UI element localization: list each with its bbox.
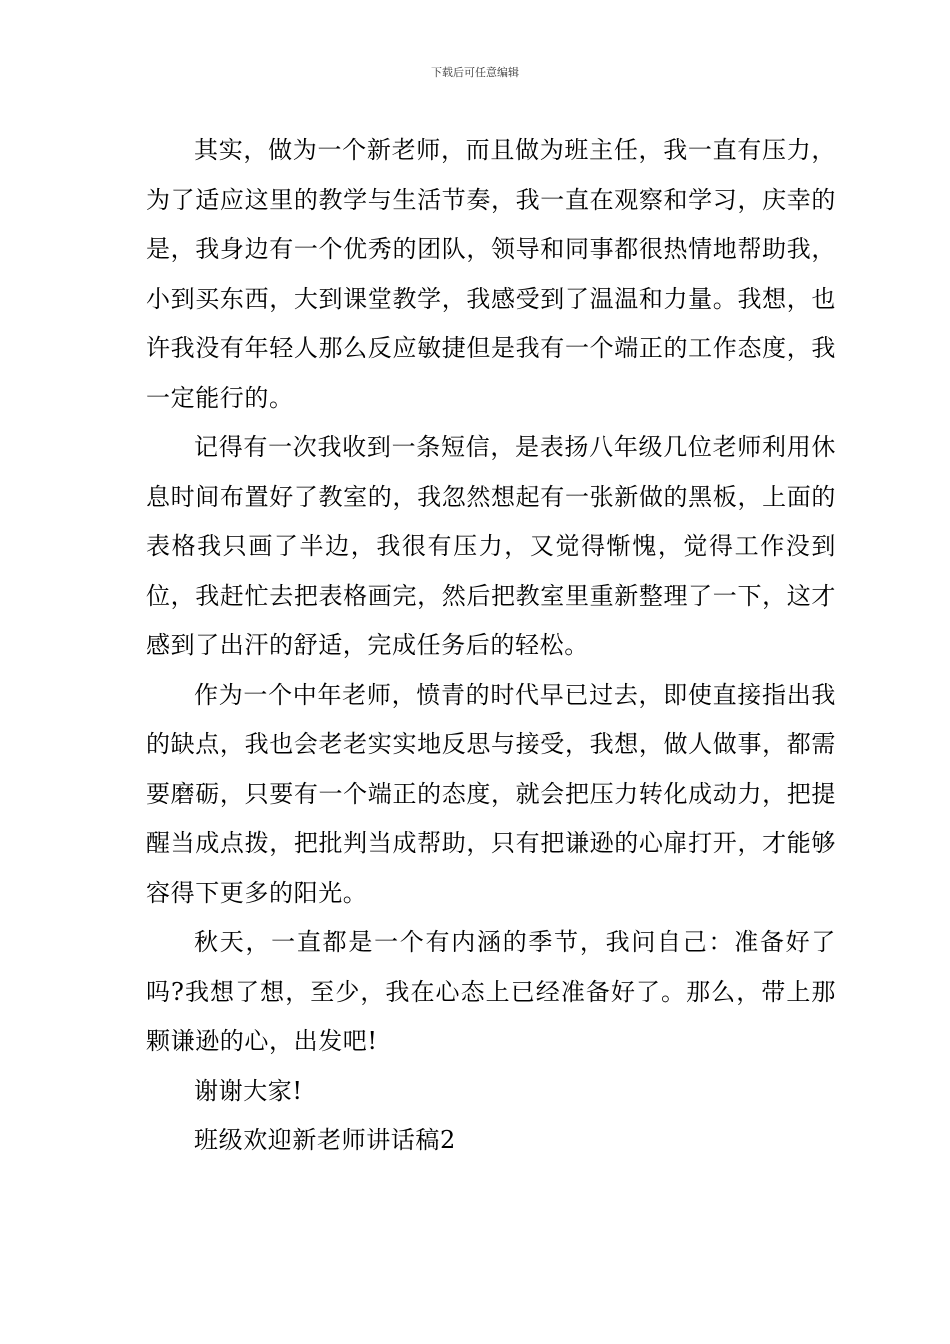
page-header: 下载后可任意编辑 (431, 66, 519, 79)
document-body (146, 126, 836, 1166)
section-title: 班级欢迎新老师讲话稿2 (194, 1126, 456, 1154)
paragraph-4: 秋天，一直都是一个有内涵的季节，我问自己：准备好了吗?我想了想，至少，我在心态上已经准备好了。那么，带上那颗谦逊的心，出发吧! (146, 928, 836, 1055)
paragraph-2: 记得有一次我收到一条短信，是表扬八年级几位老师利用休息时间布置好了教室的，我忽然想起有一张新做的黑板，上面的表格我只画了半边，我很有压力，又觉得惭愧，觉得工作没到位，我赶忙去把表格画完，然后把教室里重新整理了一下，这才感到了出汗的舒适，完成任务后的轻松。 (146, 433, 836, 659)
paragraph-3: 作为一个中年老师，愤青的时代早已过去，即使直接指出我的缺点，我也会老老实实地反思与接受，我想，做人做事，都需要磨砺，只要有一个端正的态度，就会把压力转化成动力，把提醒当成点拨，把批判当成帮助，只有把谦逊的心扉打开，才能够容得下更多的阳光。 (146, 680, 836, 907)
closing-thanks: 谢谢大家! (194, 1076, 303, 1105)
paragraph-1: 其实，做为一个新老师，而且做为班主任，我一直有压力，为了适应这里的教学与生活节奏，我一直在观察和学习，庆幸的是，我身边有一个优秀的团队，领导和同事都很热情地帮助我，小到买东西，大到课堂教学，我感受到了温温和力量。我想，也许我没有年轻人那么反应敏捷但是我有一个端正的工作态度，我一定能行的。 (146, 136, 836, 412)
